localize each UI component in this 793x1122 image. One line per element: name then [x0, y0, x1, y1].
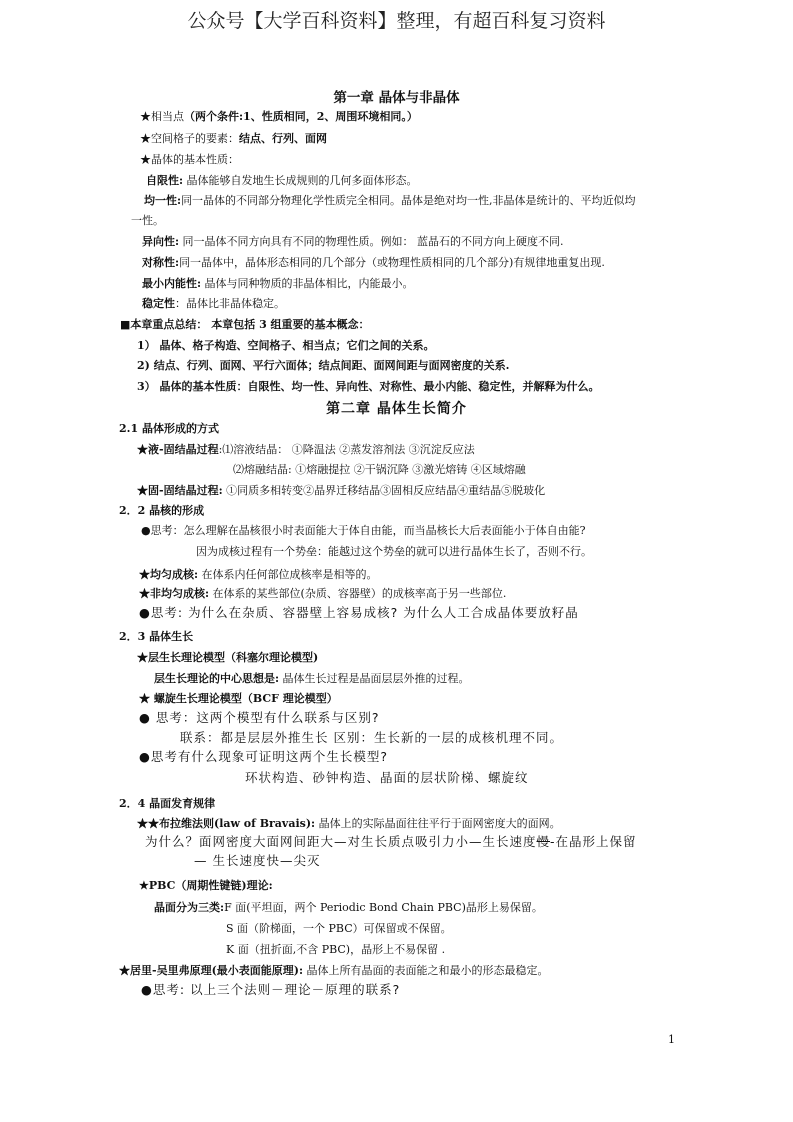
summary-item-1: 1） 晶体、格子构造、空间格子、相当点；它们之间的关系。 — [137, 339, 435, 352]
relation-difference: 联系：都是层层外推生长 区别：生长新的一层的成核机理不同。 — [180, 730, 563, 745]
section-2-2-heading: 2．2 晶核的形成 — [119, 504, 205, 517]
summary-item-2: 2) 结点、行列、面网、平行六面体；结点间距、面网间距与面网密度的关系. — [137, 359, 510, 372]
star-icon: ★ — [140, 153, 151, 166]
square-bullet-icon: ■ — [120, 318, 131, 331]
think-question-5: ●思考: 以上三个法则－理论－原理的联系? — [141, 982, 401, 997]
page-number: 1 — [668, 1033, 675, 1046]
star-icon: ★ — [140, 132, 151, 145]
property-symmetry: 对称性:同一晶体中，晶体形态相同的几个部分（或物理性质相同的几个部分)有规律地重复出现. — [142, 256, 605, 269]
pbc-theory: ★PBC（周期性键链)理论: — [139, 879, 273, 892]
curie-wulff-principle: ★居里-吴里弗原理(最小表面能原理): 晶体上所有晶面的表面能之和最小的形态最稳定。 — [119, 964, 549, 977]
section-2-3-heading: 2．3 晶体生长 — [119, 630, 194, 643]
property-min-internal-energy: 最小内能性: 晶体与同种物质的非晶体相比，内能最小。 — [142, 277, 414, 290]
chapter-2-title: 第二章 晶体生长简介 — [326, 401, 467, 417]
summary-item-3: 3） 晶体的基本性质：自限性、均一性、异向性、对称性、最小内能、稳定性，并解释为什么。 — [137, 380, 600, 393]
faces-f: 晶面分为三类:F 面(平坦面，两个 Periodic Bond Chain PBC)晶形上易保留。 — [154, 901, 543, 914]
item-basic-properties: ★晶体的基本性质： — [140, 153, 239, 166]
layer-growth-model: ★层生长理论模型（科塞尔理论模型) — [137, 651, 319, 664]
faces-s: S 面（阶梯面，一个 PBC）可保留或不保留。 — [226, 922, 452, 935]
property-homogeneity: 均一性:同一晶体的不同部分物理化学性质完全相同。晶体是绝对均一性,非晶体是统计的、平均近似均 — [144, 194, 636, 207]
uniform-nucleation: ★均匀成核: 在体系内任何部位成核率是相等的。 — [139, 568, 378, 581]
think-question-2: ●思考: 为什么在杂质、容器壁上容易成核? 为什么人工合成晶体要放籽晶 — [139, 605, 579, 620]
chapter-1-title: 第一章 晶体与非晶体 — [333, 90, 460, 106]
nonuniform-nucleation: ★非均匀成核: 在体系的某些部位(杂质、容器壁）的成核率高于另一些部位. — [139, 587, 507, 600]
property-stability: 稳定性：晶体比非晶体稳定。 — [142, 297, 285, 310]
section-2-1-heading: 2.1 晶体形成的方式 — [119, 422, 219, 435]
faces-k: K 面（扭折面,不含 PBC)，晶形上不易保留 . — [226, 943, 446, 956]
page-header-watermark: 公众号【大学百科资料】整理，有超百科复习资料 — [187, 10, 606, 32]
think-answer-1: 因为成核过程有一个势垒：能越过这个势垒的就可以进行晶体生长了，否则不行。 — [196, 545, 592, 558]
think-question-1: ●思考：怎么理解在晶核很小时表面能大于体自由能，而当晶核长大后表面能小于体自由能? — [141, 524, 586, 537]
melt-crystallization: ⑵熔融结晶: ①熔融提拉 ②干锅沉降 ③激光熔铸 ④区域熔融 — [233, 463, 526, 476]
chapter-summary-heading: ■本章重点总结： 本章包括 3 组重要的基本概念： — [120, 318, 370, 331]
property-anisotropy: 异向性: 同一晶体不同方向具有不同的物理性质。例如： 蓝晶石的不同方向上硬度不同. — [142, 235, 564, 248]
think-question-4: ●思考有什么现象可证明这两个生长模型? — [139, 749, 389, 764]
solid-solid-crystallization: ★固-固结晶过程: ①同质多相转变②晶界迁移结晶③固相反应结晶④重结晶⑤脱玻化 — [137, 484, 546, 497]
layer-growth-central-idea: 层生长理论的中心思想是: 晶体生长过程是晶面层层外推的过程。 — [154, 672, 470, 685]
item-lattice-elements: ★空间格子的要素：结点、行列、面网 — [140, 132, 327, 145]
bravais-why: 为什么？面网密度大面网间距大—对生长质点吸引力小—生长速度慢-在晶形上保留 — [145, 834, 637, 849]
star-icon: ★ — [140, 110, 151, 123]
item-equivalent-point: ★相当点（两个条件:1、性质相同，2、周围环境相同。） — [140, 110, 418, 123]
think-question-3: ● 思考：这两个模型有什么联系与区别? — [139, 710, 380, 725]
section-2-4-heading: 2．4 晶面发育规律 — [119, 797, 216, 810]
liquid-solid-crystallization: ★液-固结晶过程:⑴溶液结晶： ①降温法 ②蒸发溶剂法 ③沉淀反应法 — [137, 443, 475, 456]
spiral-growth-model: ★ 螺旋生长理论模型（BCF 理论模型） — [139, 692, 338, 705]
growth-phenomena: 环状构造、砂钟构造、晶面的层状阶梯、螺旋纹 — [245, 770, 529, 785]
property-self-limiting: 自限性: 晶体能够自发地生长成规则的几何多面体形态。 — [146, 174, 418, 187]
property-homogeneity-cont: 一性。 — [131, 214, 164, 227]
bravais-why-cont: — 生长速度快—尖灭 — [194, 853, 321, 868]
bravais-law: ★★布拉维法则(law of Bravais): 晶体上的实际晶面往往平行于面网密度大的面网。 — [137, 817, 561, 830]
